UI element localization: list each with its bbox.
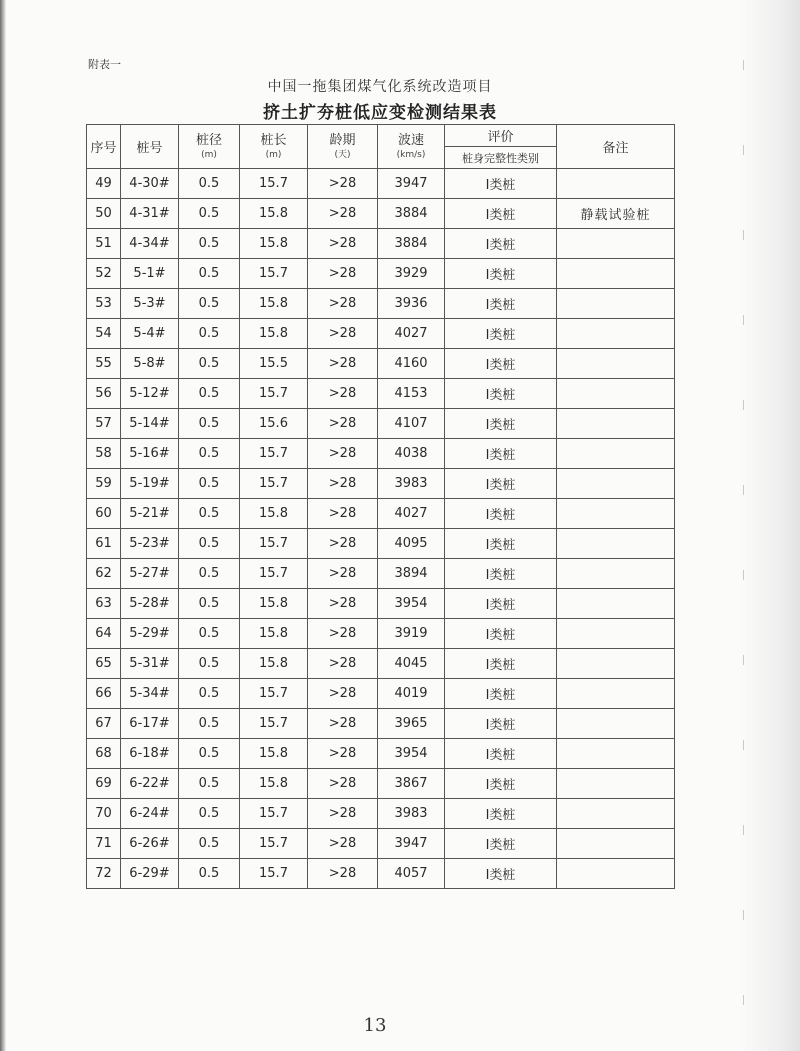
cell-grade: Ⅰ类桩 (445, 259, 557, 289)
scan-edge-tick (737, 740, 744, 750)
cell-velocity: 3894 (378, 559, 445, 589)
cell-pile-no: 5-16# (121, 439, 179, 469)
cell-length: 15.5 (240, 349, 308, 379)
cell-diameter: 0.5 (179, 199, 240, 229)
cell-velocity: 4095 (378, 529, 445, 559)
cell-seq: 65 (87, 649, 121, 679)
cell-pile-no: 5-28# (121, 589, 179, 619)
scan-left-edge (0, 0, 6, 1051)
cell-grade: Ⅰ类桩 (445, 229, 557, 259)
cell-velocity: 4107 (378, 409, 445, 439)
cell-pile-no: 5-4# (121, 319, 179, 349)
cell-grade: Ⅰ类桩 (445, 799, 557, 829)
cell-length: 15.7 (240, 679, 308, 709)
cell-length: 15.7 (240, 169, 308, 199)
cell-grade: Ⅰ类桩 (445, 529, 557, 559)
cell-age: >28 (308, 619, 378, 649)
header-evaluation: 评价 (445, 125, 557, 147)
cell-remark (557, 679, 675, 709)
page-number: 13 (363, 1015, 387, 1036)
header-evaluation-sub: 桩身完整性类别 (445, 147, 557, 169)
scan-edge-tick (737, 910, 744, 920)
cell-grade: Ⅰ类桩 (445, 289, 557, 319)
cell-age: >28 (308, 199, 378, 229)
cell-remark (557, 379, 675, 409)
cell-age: >28 (308, 679, 378, 709)
cell-velocity: 3965 (378, 709, 445, 739)
cell-velocity: 4027 (378, 499, 445, 529)
cell-age: >28 (308, 319, 378, 349)
cell-velocity: 4160 (378, 349, 445, 379)
cell-grade: Ⅰ类桩 (445, 559, 557, 589)
cell-diameter: 0.5 (179, 409, 240, 439)
cell-velocity: 3983 (378, 469, 445, 499)
header-velocity: 波速 (km/s) (378, 125, 445, 169)
cell-grade: Ⅰ类桩 (445, 589, 557, 619)
cell-remark (557, 409, 675, 439)
cell-seq: 70 (87, 799, 121, 829)
cell-seq: 59 (87, 469, 121, 499)
cell-pile-no: 6-26# (121, 829, 179, 859)
cell-grade: Ⅰ类桩 (445, 679, 557, 709)
header-row (87, 125, 675, 147)
cell-grade: Ⅰ类桩 (445, 409, 557, 439)
cell-velocity: 3867 (378, 769, 445, 799)
cell-velocity: 4045 (378, 649, 445, 679)
scan-edge-tick (737, 485, 744, 495)
cell-age: >28 (308, 799, 378, 829)
cell-length: 15.6 (240, 409, 308, 439)
cell-remark (557, 829, 675, 859)
cell-seq: 54 (87, 319, 121, 349)
header-seq: 序号 (87, 125, 121, 169)
cell-pile-no: 5-27# (121, 559, 179, 589)
cell-seq: 72 (87, 859, 121, 889)
cell-velocity: 4027 (378, 319, 445, 349)
cell-age: >28 (308, 229, 378, 259)
cell-velocity: 4019 (378, 679, 445, 709)
cell-length: 15.8 (240, 589, 308, 619)
cell-remark: 静载试验桩 (557, 199, 675, 229)
cell-diameter: 0.5 (179, 799, 240, 829)
cell-grade: Ⅰ类桩 (445, 319, 557, 349)
cell-seq: 63 (87, 589, 121, 619)
cell-remark (557, 859, 675, 889)
cell-diameter: 0.5 (179, 319, 240, 349)
header-diameter: 桩径 (m) (179, 125, 240, 169)
cell-diameter: 0.5 (179, 349, 240, 379)
cell-grade: Ⅰ类桩 (445, 769, 557, 799)
header-age: 龄期 (天) (308, 125, 378, 169)
table-row (87, 619, 675, 649)
cell-remark (557, 349, 675, 379)
scan-edge-tick (737, 570, 744, 580)
cell-remark (557, 649, 675, 679)
table-row (87, 769, 675, 799)
cell-velocity: 3947 (378, 169, 445, 199)
cell-seq: 66 (87, 679, 121, 709)
cell-age: >28 (308, 589, 378, 619)
table-row (87, 679, 675, 709)
cell-length: 15.8 (240, 739, 308, 769)
cell-seq: 67 (87, 709, 121, 739)
cell-seq: 68 (87, 739, 121, 769)
cell-age: >28 (308, 169, 378, 199)
header-pile-no: 桩号 (121, 125, 179, 169)
cell-diameter: 0.5 (179, 529, 240, 559)
table-row (87, 169, 675, 199)
cell-pile-no: 6-24# (121, 799, 179, 829)
cell-length: 15.7 (240, 379, 308, 409)
cell-pile-no: 6-17# (121, 709, 179, 739)
cell-length: 15.8 (240, 649, 308, 679)
cell-grade: Ⅰ类桩 (445, 619, 557, 649)
cell-velocity: 3983 (378, 799, 445, 829)
table-row (87, 229, 675, 259)
cell-remark (557, 289, 675, 319)
cell-pile-no: 6-29# (121, 859, 179, 889)
cell-grade: Ⅰ类桩 (445, 439, 557, 469)
cell-diameter: 0.5 (179, 559, 240, 589)
cell-pile-no: 5-14# (121, 409, 179, 439)
cell-length: 15.7 (240, 799, 308, 829)
cell-age: >28 (308, 529, 378, 559)
cell-diameter: 0.5 (179, 649, 240, 679)
cell-length: 15.7 (240, 829, 308, 859)
cell-seq: 58 (87, 439, 121, 469)
cell-velocity: 3947 (378, 829, 445, 859)
cell-age: >28 (308, 439, 378, 469)
cell-age: >28 (308, 499, 378, 529)
cell-seq: 69 (87, 769, 121, 799)
cell-length: 15.7 (240, 709, 308, 739)
cell-length: 15.7 (240, 469, 308, 499)
cell-diameter: 0.5 (179, 229, 240, 259)
cell-velocity: 3929 (378, 259, 445, 289)
cell-remark (557, 469, 675, 499)
cell-age: >28 (308, 409, 378, 439)
cell-remark (557, 709, 675, 739)
cell-seq: 53 (87, 289, 121, 319)
cell-seq: 56 (87, 379, 121, 409)
cell-velocity: 4153 (378, 379, 445, 409)
cell-diameter: 0.5 (179, 769, 240, 799)
table-row (87, 379, 675, 409)
cell-remark (557, 739, 675, 769)
cell-length: 15.7 (240, 259, 308, 289)
table-row (87, 649, 675, 679)
cell-remark (557, 169, 675, 199)
cell-length: 15.7 (240, 529, 308, 559)
cell-age: >28 (308, 739, 378, 769)
scan-edge-tick (737, 315, 744, 325)
cell-remark (557, 229, 675, 259)
cell-seq: 50 (87, 199, 121, 229)
cell-pile-no: 4-31# (121, 199, 179, 229)
cell-length: 15.7 (240, 439, 308, 469)
cell-pile-no: 5-3# (121, 289, 179, 319)
cell-diameter: 0.5 (179, 169, 240, 199)
cell-diameter: 0.5 (179, 469, 240, 499)
cell-pile-no: 6-22# (121, 769, 179, 799)
cell-velocity: 3954 (378, 739, 445, 769)
cell-seq: 60 (87, 499, 121, 529)
appendix-label: 附表一 (88, 58, 121, 71)
cell-seq: 71 (87, 829, 121, 859)
cell-velocity: 4038 (378, 439, 445, 469)
cell-age: >28 (308, 289, 378, 319)
cell-age: >28 (308, 469, 378, 499)
table-row (87, 409, 675, 439)
table-row (87, 469, 675, 499)
cell-age: >28 (308, 829, 378, 859)
table-row (87, 199, 675, 229)
cell-pile-no: 4-30# (121, 169, 179, 199)
cell-length: 15.8 (240, 619, 308, 649)
table-row (87, 259, 675, 289)
cell-remark (557, 589, 675, 619)
cell-age: >28 (308, 769, 378, 799)
cell-remark (557, 499, 675, 529)
table-row (87, 529, 675, 559)
cell-pile-no: 4-34# (121, 229, 179, 259)
cell-grade: Ⅰ类桩 (445, 829, 557, 859)
cell-remark (557, 529, 675, 559)
table-row (87, 349, 675, 379)
cell-seq: 62 (87, 559, 121, 589)
scan-edge-tick (737, 995, 744, 1005)
cell-remark (557, 319, 675, 349)
table-row (87, 559, 675, 589)
cell-diameter: 0.5 (179, 619, 240, 649)
cell-length: 15.8 (240, 199, 308, 229)
table-row (87, 289, 675, 319)
scan-edge-tick (737, 400, 744, 410)
table-row (87, 799, 675, 829)
cell-length: 15.8 (240, 769, 308, 799)
cell-remark (557, 559, 675, 589)
results-table (86, 124, 675, 889)
cell-velocity: 3954 (378, 589, 445, 619)
table-title: 挤土扩夯桩低应变检测结果表 (263, 103, 497, 123)
table-row (87, 319, 675, 349)
scan-edge-tick (737, 230, 744, 240)
cell-age: >28 (308, 859, 378, 889)
scan-edge-tick (737, 145, 744, 155)
cell-pile-no: 5-8# (121, 349, 179, 379)
table-row (87, 589, 675, 619)
cell-age: >28 (308, 559, 378, 589)
cell-age: >28 (308, 709, 378, 739)
cell-diameter: 0.5 (179, 739, 240, 769)
table-row (87, 439, 675, 469)
project-title: 中国一拖集团煤气化系统改造项目 (267, 79, 493, 95)
cell-length: 15.7 (240, 559, 308, 589)
cell-velocity: 4057 (378, 859, 445, 889)
cell-velocity: 3919 (378, 619, 445, 649)
cell-seq: 49 (87, 169, 121, 199)
cell-length: 15.8 (240, 289, 308, 319)
cell-length: 15.7 (240, 859, 308, 889)
cell-diameter: 0.5 (179, 859, 240, 889)
cell-seq: 57 (87, 409, 121, 439)
cell-grade: Ⅰ类桩 (445, 469, 557, 499)
scan-edge-tick (737, 60, 744, 70)
cell-grade: Ⅰ类桩 (445, 199, 557, 229)
scan-edge-tick (737, 825, 744, 835)
scan-right-edge (740, 0, 800, 1051)
cell-seq: 55 (87, 349, 121, 379)
cell-pile-no: 5-23# (121, 529, 179, 559)
cell-diameter: 0.5 (179, 589, 240, 619)
cell-diameter: 0.5 (179, 499, 240, 529)
cell-diameter: 0.5 (179, 679, 240, 709)
table-row (87, 829, 675, 859)
cell-diameter: 0.5 (179, 289, 240, 319)
cell-length: 15.8 (240, 229, 308, 259)
cell-grade: Ⅰ类桩 (445, 649, 557, 679)
cell-remark (557, 619, 675, 649)
cell-pile-no: 5-31# (121, 649, 179, 679)
cell-length: 15.8 (240, 499, 308, 529)
cell-pile-no: 5-12# (121, 379, 179, 409)
cell-grade: Ⅰ类桩 (445, 379, 557, 409)
cell-seq: 52 (87, 259, 121, 289)
table-row (87, 499, 675, 529)
cell-age: >28 (308, 379, 378, 409)
cell-grade: Ⅰ类桩 (445, 499, 557, 529)
header-remarks: 备注 (557, 125, 675, 169)
scan-edge-tick (737, 655, 744, 665)
cell-diameter: 0.5 (179, 379, 240, 409)
cell-age: >28 (308, 649, 378, 679)
table-row (87, 709, 675, 739)
cell-grade: Ⅰ类桩 (445, 709, 557, 739)
cell-pile-no: 5-34# (121, 679, 179, 709)
cell-seq: 51 (87, 229, 121, 259)
cell-length: 15.8 (240, 319, 308, 349)
cell-pile-no: 5-1# (121, 259, 179, 289)
cell-diameter: 0.5 (179, 439, 240, 469)
table-row (87, 739, 675, 769)
header-length: 桩长 (m) (240, 125, 308, 169)
cell-grade: Ⅰ类桩 (445, 739, 557, 769)
cell-pile-no: 5-29# (121, 619, 179, 649)
cell-remark (557, 259, 675, 289)
cell-pile-no: 5-21# (121, 499, 179, 529)
cell-seq: 61 (87, 529, 121, 559)
cell-velocity: 3884 (378, 229, 445, 259)
cell-age: >28 (308, 259, 378, 289)
cell-diameter: 0.5 (179, 709, 240, 739)
cell-diameter: 0.5 (179, 829, 240, 859)
cell-grade: Ⅰ类桩 (445, 859, 557, 889)
cell-remark (557, 799, 675, 829)
table-body (87, 169, 675, 889)
cell-diameter: 0.5 (179, 259, 240, 289)
cell-pile-no: 6-18# (121, 739, 179, 769)
cell-velocity: 3936 (378, 289, 445, 319)
cell-seq: 64 (87, 619, 121, 649)
cell-age: >28 (308, 349, 378, 379)
cell-remark (557, 439, 675, 469)
cell-grade: Ⅰ类桩 (445, 349, 557, 379)
cell-velocity: 3884 (378, 199, 445, 229)
table-row (87, 859, 675, 889)
cell-pile-no: 5-19# (121, 469, 179, 499)
cell-grade: Ⅰ类桩 (445, 169, 557, 199)
cell-remark (557, 769, 675, 799)
